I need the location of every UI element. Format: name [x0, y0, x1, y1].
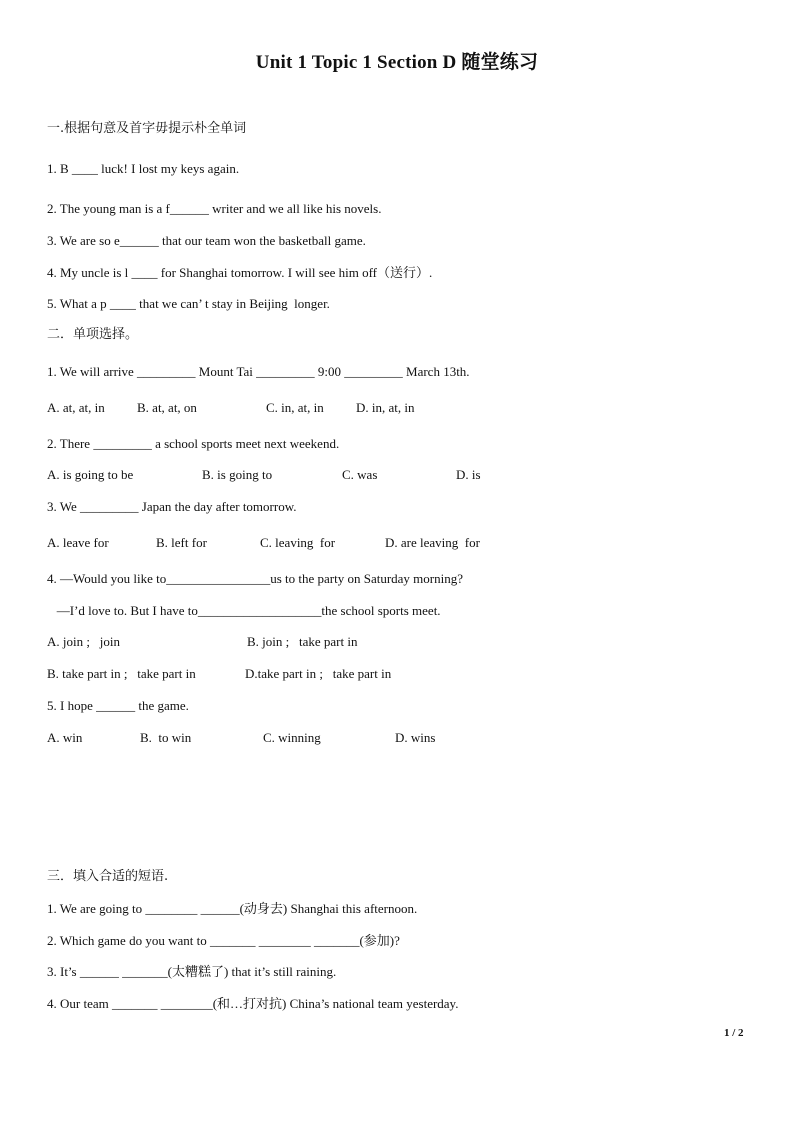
- q5-stem: 5. I hope ______ the game.: [47, 698, 189, 713]
- q4-option-a: A. join ; join: [47, 634, 120, 649]
- section2-heading: 二．单项选择。: [47, 327, 139, 342]
- q3-option-d: D. are leaving for: [385, 535, 480, 550]
- q1-option-a: A. at, at, in: [47, 400, 105, 415]
- q2-option-b: B. is going to: [202, 467, 273, 482]
- q4-option-d: D.take part in ; take part in: [245, 666, 392, 681]
- section3-item-3: 3. It’s ______ _______(太糟糕了) that it’s still raining.: [47, 964, 337, 979]
- document-title: Unit 1 Topic 1 Section D 随堂练习: [255, 52, 539, 73]
- q5-option-b: B. to win: [140, 730, 192, 745]
- q3-option-b: B. left for: [156, 535, 207, 550]
- section3-item-2: 2. Which game do you want to _______ ________ _______(参加)?: [47, 933, 400, 948]
- section1-heading: 一.根据句意及首字毋提示朴全单词: [47, 121, 247, 136]
- section1-item-1: 1. B ____ luck! I lost my keys again.: [47, 161, 240, 176]
- q4-option-b: B. join ; take part in: [247, 634, 358, 649]
- q1-stem: 1. We will arrive _________ Mount Tai _________ 9:00 _________ March 13th.: [47, 364, 470, 379]
- q3-option-a: A. leave for: [47, 535, 109, 550]
- q2-option-d: D. is: [456, 467, 481, 482]
- q4-option-c: B. take part in ; take part in: [47, 666, 196, 681]
- q2-stem: 2. There _________ a school sports meet next weekend.: [47, 436, 340, 451]
- q1-option-c: C. in, at, in: [266, 400, 324, 415]
- q2-option-c: C. was: [342, 467, 378, 482]
- q2-option-a: A. is going to be: [47, 467, 134, 482]
- page-number: 1 / 2: [724, 1027, 744, 1039]
- q5-option-a: A. win: [47, 730, 83, 745]
- q4-stem: 4. —Would you like to________________us to the party on Saturday morning?: [47, 571, 463, 586]
- q4-stem-reply: —I’d love to. But I have to___________________the school sports meet.: [47, 603, 441, 618]
- section1-item-3: 3. We are so e______ that our team won the basketball game.: [47, 233, 366, 248]
- section3-item-4: 4. Our team _______ ________(和…打对抗) China’s national team yesterday.: [47, 996, 459, 1011]
- q5-option-d: D. wins: [395, 730, 436, 745]
- section1-item-5: 5. What a p ____ that we can’ t stay in Beijing longer.: [47, 296, 330, 311]
- q1-option-b: B. at, at, on: [137, 400, 197, 415]
- section3-heading: 三．填入合适的短语.: [47, 869, 169, 884]
- section1-item-4: 4. My uncle is l ____ for Shanghai tomorrow. I will see him off（送行）.: [47, 265, 433, 280]
- q1-option-d: D. in, at, in: [356, 400, 415, 415]
- q3-stem: 3. We _________ Japan the day after tomorrow.: [47, 499, 297, 514]
- q3-option-c: C. leaving for: [260, 535, 336, 550]
- section1-item-2: 2. The young man is a f______ writer and we all like his novels.: [47, 201, 382, 216]
- section3-item-1: 1. We are going to ________ ______(动身去) Shanghai this afternoon.: [47, 901, 418, 916]
- q5-option-c: C. winning: [263, 730, 321, 745]
